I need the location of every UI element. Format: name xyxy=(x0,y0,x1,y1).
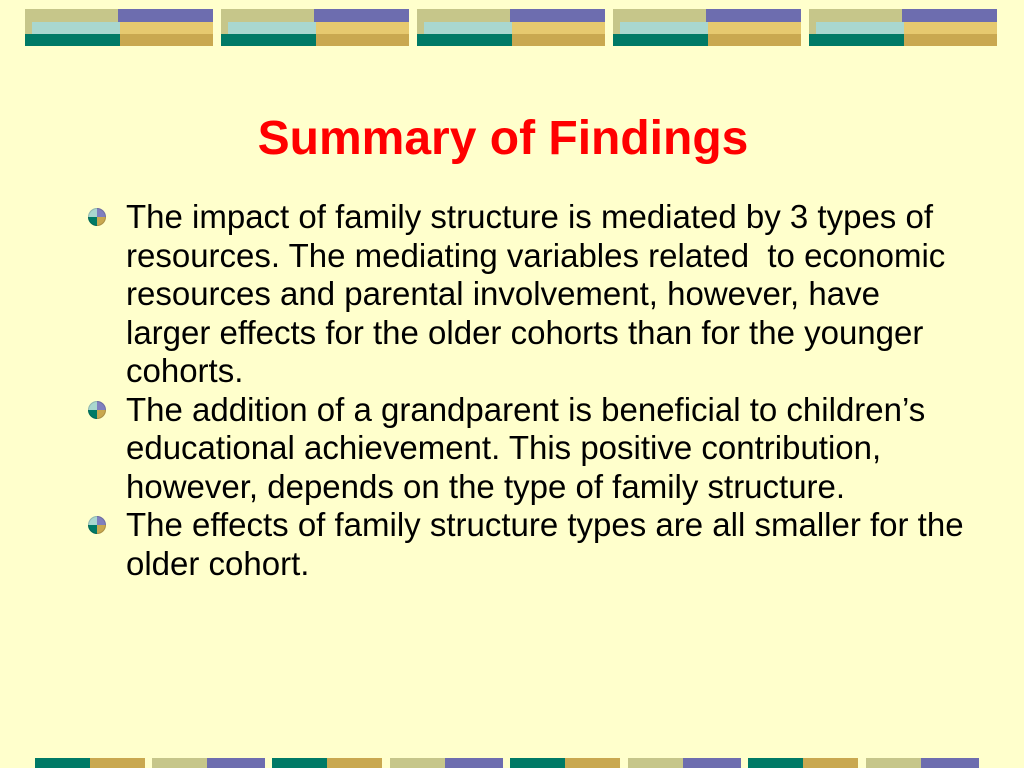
decorative-block xyxy=(809,9,997,46)
slide-title: Summary of Findings xyxy=(257,112,749,166)
decorative-block xyxy=(417,9,605,46)
bullet-text: The addition of a grandparent is beneficial to children’s educational achievement. This positive contribution, however, depends on the type of family structure. xyxy=(126,390,935,505)
decorative-block xyxy=(613,9,801,46)
bullet-item xyxy=(88,506,973,583)
decorative-block xyxy=(25,9,213,46)
quartered-circle-icon xyxy=(88,401,106,419)
bottom-decorative-band xyxy=(0,758,1024,768)
bullet-text: The effects of family structure types are all smaller for the older cohort. xyxy=(126,506,973,582)
bullet-item xyxy=(88,198,968,391)
bullet-item xyxy=(88,391,968,507)
bullet-list xyxy=(88,198,973,583)
quartered-circle-icon xyxy=(88,208,106,226)
bullet-text: The impact of family structure is mediated by 3 types of resources. The mediating variables related to economic resources and parental involvement, however, have larger effects for the older cohorts than for the younger cohorts. xyxy=(126,198,955,389)
decorative-block xyxy=(221,9,409,46)
top-decorative-band xyxy=(0,0,1024,50)
quartered-circle-icon xyxy=(88,516,106,534)
